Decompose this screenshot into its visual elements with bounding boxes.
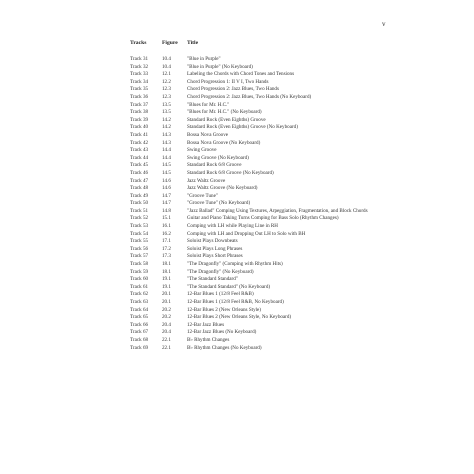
table-row xyxy=(130,79,387,87)
figure-number: 12.1 xyxy=(162,71,171,78)
table-row xyxy=(130,147,387,155)
track-title: Standard Rock (Even Eighths) Groove (No Keyboard) xyxy=(187,124,298,131)
figure-number: 12.3 xyxy=(162,93,171,100)
figure-number: 20.4 xyxy=(162,329,171,336)
table-body xyxy=(130,50,387,352)
header-tracks: Tracks xyxy=(130,40,147,46)
track-number: Track 58 xyxy=(130,261,149,268)
track-number: Track 51 xyxy=(130,207,149,214)
table-row xyxy=(130,329,387,337)
table-row xyxy=(130,132,387,140)
track-number: Track 47 xyxy=(130,177,149,184)
track-title: Jazz Waltz Groove xyxy=(187,177,226,184)
table-row xyxy=(130,200,387,208)
table-row xyxy=(130,345,387,353)
track-number: Track 61 xyxy=(130,283,149,290)
figure-number: 14.2 xyxy=(162,124,171,131)
track-title: Standard Rock 6/8 Groove (No Keyboard) xyxy=(187,169,274,176)
figure-number: 14.7 xyxy=(162,192,171,199)
track-title: 12-Bar Blues 2 (New Orleans Style) xyxy=(187,306,261,313)
track-title: Standard Rock (Even Eighths) Groove xyxy=(187,116,266,123)
track-number: Track 59 xyxy=(130,268,149,275)
table-row xyxy=(130,284,387,292)
table-row xyxy=(130,231,387,239)
track-title: 12-Bar Jazz Blues (No Keyboard) xyxy=(187,329,257,336)
table-row xyxy=(130,185,387,193)
figure-number: 14.7 xyxy=(162,200,171,207)
track-number: Track 35 xyxy=(130,86,149,93)
track-title: Bossa Nova Groove xyxy=(187,131,229,138)
table-row xyxy=(130,140,387,148)
track-title: Soloist Plays Short Phrases xyxy=(187,253,243,260)
track-title: Jazz Waltz Groove (No Keyboard) xyxy=(187,185,258,192)
track-title: Comping with LH while Playing Line in RH xyxy=(187,223,278,230)
track-title: "Blue in Purple" xyxy=(187,56,221,62)
track-title: Labeling the Chords with Chord Tones and Tensions xyxy=(187,71,295,78)
track-number: Track 55 xyxy=(130,238,149,245)
table-row xyxy=(130,314,387,322)
figure-number: 22.1 xyxy=(162,336,171,343)
table-row xyxy=(130,253,387,261)
track-number: Track 31 xyxy=(130,56,149,62)
track-number: Track 43 xyxy=(130,147,149,154)
figure-number: 22.1 xyxy=(162,344,171,351)
track-title: 12-Bar Blues 1 (12/8 Feel R&B, No Keyboard) xyxy=(187,299,284,305)
track-number: Track 54 xyxy=(130,230,149,237)
track-number: Track 57 xyxy=(130,253,149,260)
figure-number: 14.5 xyxy=(162,169,171,176)
track-title: B♭ Rhythm Changes xyxy=(187,336,230,343)
track-number: Track 38 xyxy=(130,109,149,116)
track-number: Track 53 xyxy=(130,223,149,230)
figure-number: 20.2 xyxy=(162,306,171,313)
track-title: "The Dragonfly" (No Keyboard) xyxy=(187,268,254,275)
track-title: 12-Bar Jazz Blues xyxy=(187,321,225,328)
track-number: Track 63 xyxy=(130,299,149,305)
figure-number: 20.2 xyxy=(162,314,171,321)
table-header-row xyxy=(130,40,387,50)
track-number: Track 33 xyxy=(130,71,149,78)
table-row xyxy=(130,193,387,201)
track-number: Track 52 xyxy=(130,215,149,222)
track-title: Chord Progression 1: II V I, Two Hands xyxy=(187,78,269,85)
figure-number: 14.5 xyxy=(162,162,171,169)
track-number: Track 65 xyxy=(130,314,149,321)
figure-number: 12.3 xyxy=(162,86,171,93)
figure-number: 14.3 xyxy=(162,139,171,146)
table-row xyxy=(130,276,387,284)
table-row xyxy=(130,94,387,102)
figure-number: 14.3 xyxy=(162,131,171,138)
track-title: Soloist Plays Downbeats xyxy=(187,238,238,245)
track-title: "Blue in Purple" (No Keyboard) xyxy=(187,63,253,70)
figure-number: 17.2 xyxy=(162,245,171,252)
track-title: "The Standard Standard" (No Keyboard) xyxy=(187,283,271,290)
figure-number: 14.4 xyxy=(162,154,171,161)
table-row xyxy=(130,291,387,299)
figure-number: 17.3 xyxy=(162,253,171,260)
track-number: Track 68 xyxy=(130,336,149,343)
figure-number: 14.4 xyxy=(162,147,171,154)
track-title: "Groove Tune" xyxy=(187,192,218,199)
figure-number: 15.1 xyxy=(162,215,171,222)
track-number: Track 66 xyxy=(130,321,149,328)
figure-number: 13.5 xyxy=(162,109,171,116)
table-row xyxy=(130,322,387,330)
table-row xyxy=(130,178,387,186)
track-number: Track 34 xyxy=(130,78,149,85)
track-number: Track 40 xyxy=(130,124,149,131)
figure-number: 20.1 xyxy=(162,299,171,305)
table-row xyxy=(130,337,387,345)
track-number: Track 56 xyxy=(130,245,149,252)
table-row xyxy=(130,71,387,79)
track-title: Soloist Plays Long Phrases xyxy=(187,245,243,252)
table-row xyxy=(130,223,387,231)
figure-number: 16.1 xyxy=(162,223,171,230)
track-number: Track 44 xyxy=(130,154,149,161)
track-number: Track 60 xyxy=(130,276,149,283)
table-row xyxy=(130,56,387,64)
track-title: "Groove Tune" (No Keyboard) xyxy=(187,200,251,207)
table-row xyxy=(130,162,387,170)
table-row xyxy=(130,86,387,94)
track-number: Track 32 xyxy=(130,63,149,70)
figure-number: 10.4 xyxy=(162,56,171,62)
track-title: "The Dragonfly" (Comping with Rhythm Hits) xyxy=(187,261,283,268)
track-number: Track 42 xyxy=(130,139,149,146)
table-row xyxy=(130,269,387,277)
track-number: Track 39 xyxy=(130,116,149,123)
figure-number: 16.2 xyxy=(162,230,171,237)
track-title: Standard Rock 6/8 Groove xyxy=(187,162,242,169)
table-row xyxy=(130,124,387,132)
track-listing xyxy=(130,40,387,352)
figure-number: 17.1 xyxy=(162,238,171,245)
track-number: Track 50 xyxy=(130,200,149,207)
figure-number: 12.2 xyxy=(162,78,171,85)
table-row xyxy=(130,64,387,72)
figure-number: 10.4 xyxy=(162,63,171,70)
figure-number: 13.5 xyxy=(162,101,171,108)
figure-number: 19.1 xyxy=(162,283,171,290)
figure-number: 20.4 xyxy=(162,321,171,328)
table-row xyxy=(130,246,387,254)
track-title: Swing Groove xyxy=(187,147,217,154)
track-title: "Blues for Mr. H.C." (No Keyboard) xyxy=(187,109,262,116)
figure-number: 14.6 xyxy=(162,185,171,192)
figure-number: 19.1 xyxy=(162,276,171,283)
track-title: "Jazz Ballad" Comping Using Textures, Arpeggiation, Fragmentation, and Block Chords xyxy=(187,207,368,214)
track-number: Track 46 xyxy=(130,169,149,176)
track-number: Track 45 xyxy=(130,162,149,169)
track-number: Track 49 xyxy=(130,192,149,199)
track-title: B♭ Rhythm Changes (No Keyboard) xyxy=(187,344,262,351)
track-title: Comping with LH and Dropping Out LH to Solo with BH xyxy=(187,230,306,237)
figure-number: 14.2 xyxy=(162,116,171,123)
track-table xyxy=(130,40,387,352)
figure-number: 18.1 xyxy=(162,261,171,268)
track-number: Track 67 xyxy=(130,329,149,336)
track-title: Chord Progression 2: Jazz Blues, Two Hands xyxy=(187,86,279,93)
header-figure: Figure xyxy=(162,40,178,46)
track-title: 12-Bar Blues 1 (12/8 Feel R&B) xyxy=(187,291,254,298)
track-title: "Blues for Mr. H.C." xyxy=(187,101,230,108)
track-title: "The Standard Standard" xyxy=(187,276,238,283)
track-title: Guitar and Piano Taking Turns Comping for Bass Solo (Rhythm Changes) xyxy=(187,215,339,222)
track-number: Track 41 xyxy=(130,131,149,138)
track-title: 12-Bar Blues 2 (New Orleans Style, No Keyboard) xyxy=(187,314,292,321)
figure-number: 14.8 xyxy=(162,207,171,214)
track-title: Chord Progression 2: Jazz Blues, Two Hands (No Keyboard) xyxy=(187,93,312,100)
track-number: Track 62 xyxy=(130,291,149,298)
track-number: Track 48 xyxy=(130,185,149,192)
figure-number: 18.1 xyxy=(162,268,171,275)
track-number: Track 36 xyxy=(130,93,149,100)
track-title: Swing Groove (No Keyboard) xyxy=(187,154,249,161)
track-title: Bossa Nova Groove (No Keyboard) xyxy=(187,139,261,146)
table-row xyxy=(130,299,387,307)
figure-number: 14.6 xyxy=(162,177,171,184)
page-marker: v xyxy=(382,20,386,28)
table-row xyxy=(130,109,387,117)
track-number: Track 69 xyxy=(130,344,149,351)
table-row xyxy=(130,238,387,246)
figure-number: 20.1 xyxy=(162,291,171,298)
track-number: Track 64 xyxy=(130,306,149,313)
table-row xyxy=(130,155,387,163)
track-number: Track 37 xyxy=(130,101,149,108)
table-row xyxy=(130,170,387,178)
table-row xyxy=(130,261,387,269)
table-row xyxy=(130,215,387,223)
header-title: Title xyxy=(187,40,199,46)
